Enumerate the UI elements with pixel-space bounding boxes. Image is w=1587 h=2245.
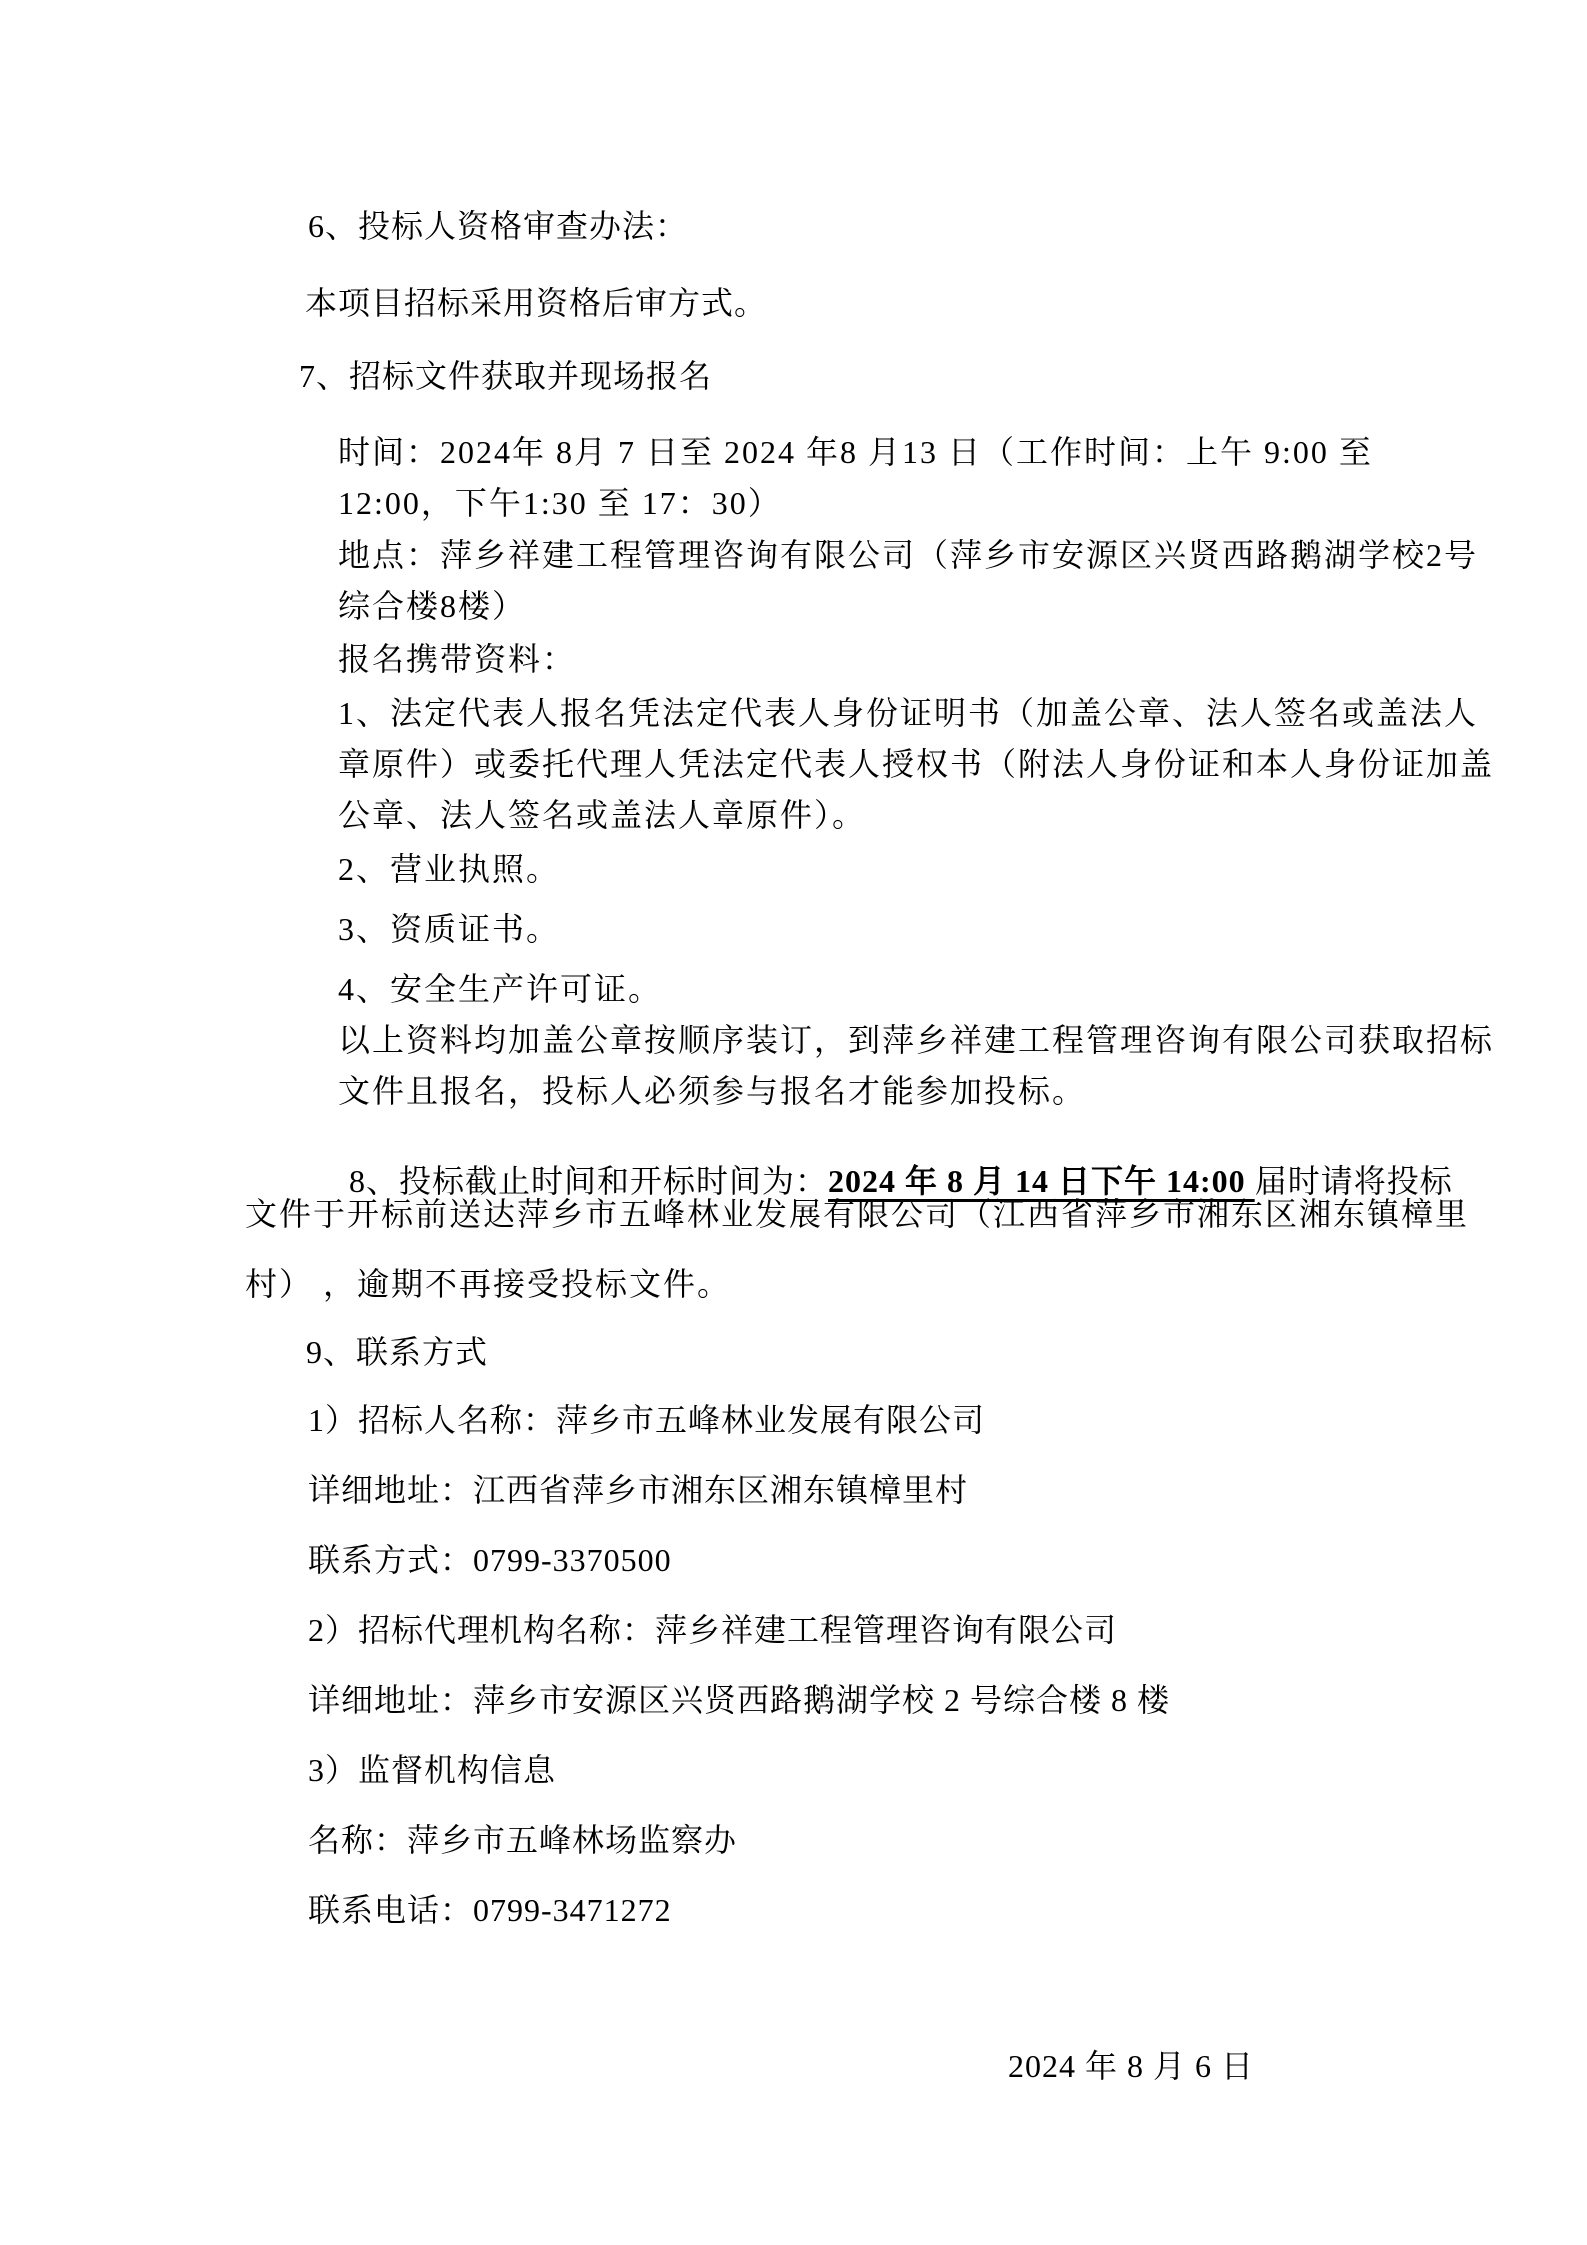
section6-body: 本项目招标采用资格后审方式。 (305, 285, 768, 321)
section9-heading: 9、联系方式 (306, 1334, 489, 1370)
section7-note-line2: 文件且报名，投标人必须参与报名才能参加投标。 (338, 1073, 1087, 1109)
section7-materials-heading: 报名携带资料： (338, 641, 577, 677)
section6-heading: 6、投标人资格审查办法： (308, 208, 689, 244)
section7-place-line2: 综合楼8楼） (338, 588, 527, 624)
section7-item4: 4、安全生产许可证。 (338, 971, 663, 1007)
section7-item1-line1: 1、法定代表人报名凭法定代表人身份证明书（加盖公章、法人签名或盖法人 (338, 695, 1479, 731)
section8-line2: 文件于开标前送达萍乡市五峰林业发展有限公司（江西省萍乡市湘东区湘东镇樟里 (245, 1196, 1470, 1232)
section9-tenderer-contact: 联系方式：0799-3370500 (308, 1542, 672, 1578)
section9-agency-address: 详细地址：萍乡市安源区兴贤西路鹅湖学校 2 号综合楼 8 楼 (308, 1682, 1171, 1718)
section7-item1-line2: 章原件）或委托代理人凭法定代表人授权书（附法人身份证和本人身份证加盖 (338, 746, 1495, 782)
section9-supervisor-name: 名称：萍乡市五峰林场监察办 (308, 1822, 738, 1858)
section9-supervisor-phone: 联系电话：0799-3471272 (308, 1892, 672, 1928)
section7-place-line1: 地点：萍乡祥建工程管理咨询有限公司（萍乡市安源区兴贤西路鹅湖学校2号 (338, 537, 1479, 573)
section7-item2: 2、营业执照。 (338, 851, 561, 887)
section8-suffix: 届时请将投标 (1254, 1162, 1453, 1199)
section8-deadline: 2024 年 8 月 14 日下午 14:00 (828, 1162, 1255, 1199)
section9-supervisor-heading: 3）监督机构信息 (308, 1752, 557, 1788)
sign-date: 2024 年 8 月 6 日 (1008, 2048, 1255, 2084)
section8-line3: 村） ，逾期不再接受投标文件。 (245, 1266, 732, 1302)
section7-time-line1: 时间：2024年 8月 7 日至 2024 年8 月13 日（工作时间：上午 9:00 至 (338, 434, 1373, 470)
section9-tenderer-name: 1）招标人名称：萍乡市五峰林业发展有限公司 (308, 1402, 986, 1438)
section8-prefix: 8、投标截止时间和开标时间为： (349, 1162, 829, 1199)
section9-agency-name: 2）招标代理机构名称：萍乡祥建工程管理咨询有限公司 (308, 1612, 1118, 1648)
section7-item3: 3、资质证书。 (338, 911, 561, 947)
section9-tenderer-address: 详细地址：江西省萍乡市湘东区湘东镇樟里村 (308, 1472, 969, 1508)
section7-time-line2: 12:00，下午1:30 至 17：30） (338, 485, 782, 521)
section7-heading: 7、招标文件获取并现场报名 (299, 358, 713, 394)
section7-note-line1: 以上资料均加盖公章按顺序装订，到萍乡祥建工程管理咨询有限公司获取招标 (338, 1022, 1495, 1058)
section7-item1-line3: 公章、法人签名或盖法人章原件）。 (338, 797, 867, 833)
